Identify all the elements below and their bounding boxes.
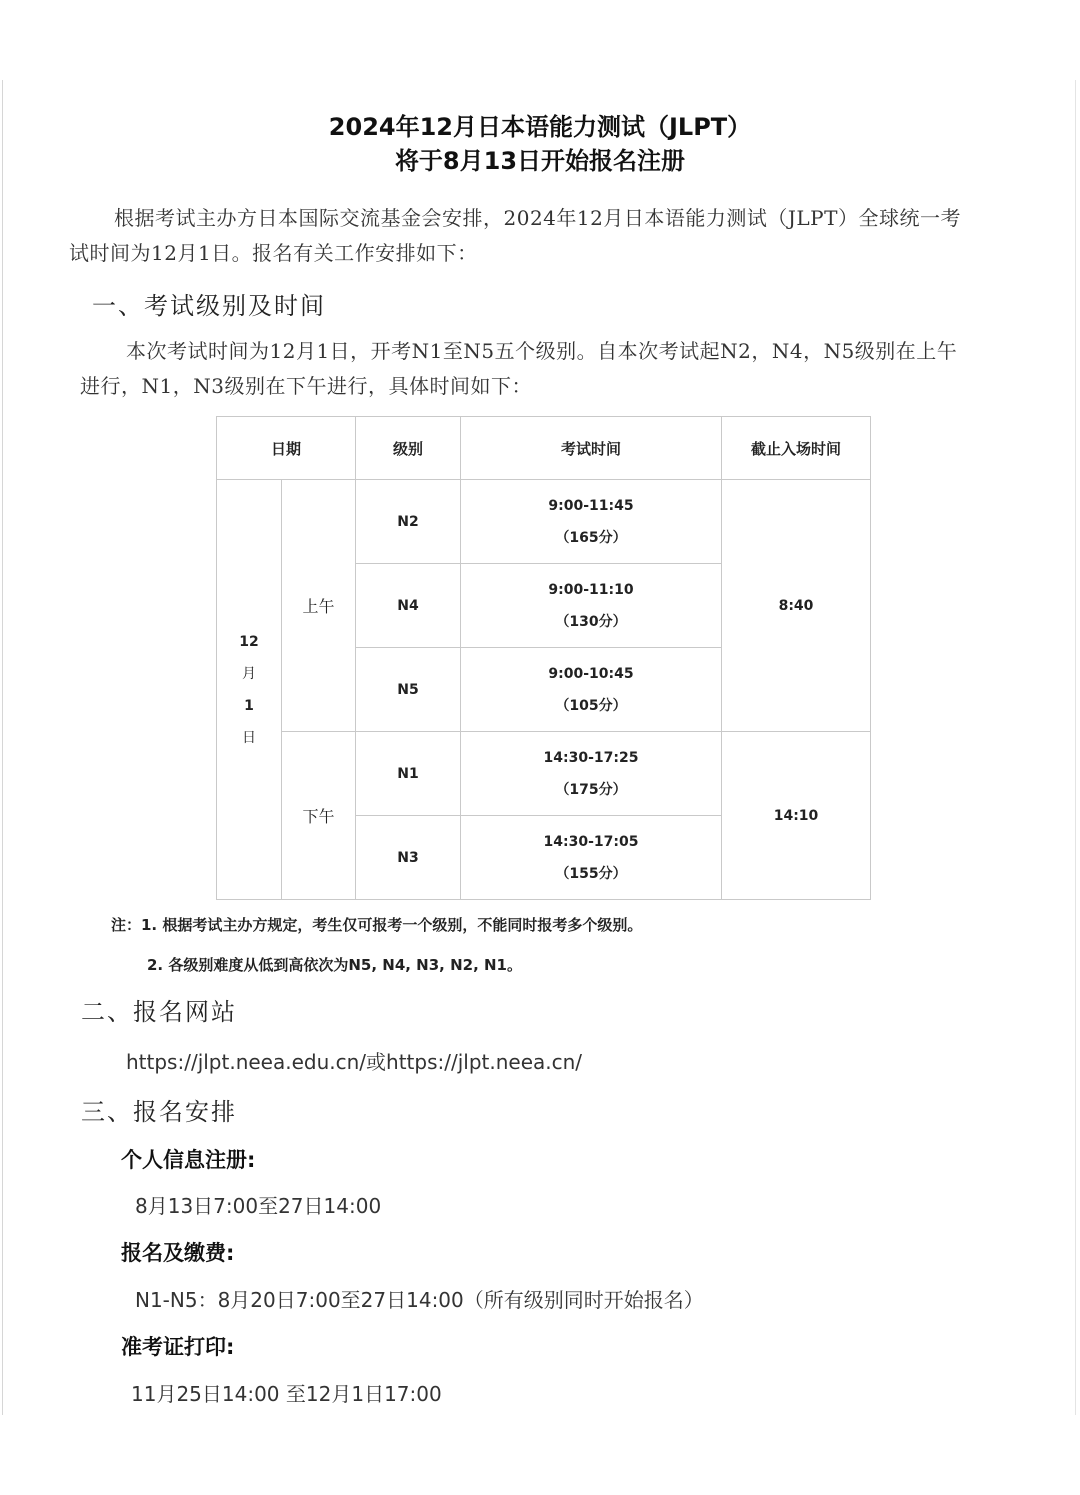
exam-time: 14:30-17:25 (543, 749, 639, 766)
date-day-number: 12 (239, 633, 259, 650)
exam-duration: （130分） (555, 613, 627, 630)
table-header-row (217, 417, 871, 480)
time-cell (461, 480, 722, 564)
table-row (217, 732, 871, 816)
time-cell (461, 732, 722, 816)
level-cell: N4 (356, 564, 461, 648)
header-level: 级别 (356, 417, 461, 480)
time-cell (461, 564, 722, 648)
intro-line-2: 试时间为12月1日。报名有关工作安排如下： (69, 241, 478, 265)
exam-duration: （165分） (555, 529, 627, 546)
note-one-level-only: 注：1. 根据考试主办方规定，考生仅可报考一个级别，不能同时报考多个级别。 (111, 916, 643, 934)
exam-time: 9:00-10:45 (548, 665, 634, 682)
section1-para-line-1: 本次考试时间为12月1日，开考N1至N5五个级别。自本次考试起N2，N4，N5级别在上午 (126, 339, 958, 363)
exam-time: 9:00-11:45 (548, 497, 634, 514)
page-edge-left (2, 80, 3, 1415)
exam-duration: （155分） (555, 865, 627, 882)
time-cell (461, 648, 722, 732)
personal-info-registration-dates: 8月13日7:00至27日14:00 (135, 1194, 382, 1218)
date-day-char: 日 (242, 729, 256, 746)
exam-duration: （175分） (555, 781, 627, 798)
exam-time: 14:30-17:05 (543, 833, 639, 850)
payment-label: 报名及缴费: (121, 1241, 235, 1265)
page-edge-right (1075, 80, 1076, 1415)
table-row (217, 480, 871, 564)
section-heading-levels-times: 一、考试级别及时间 (92, 292, 326, 320)
level-cell: N3 (356, 816, 461, 900)
exam-duration: （105分） (555, 697, 627, 714)
exam-time: 9:00-11:10 (548, 581, 634, 598)
header-exam-time: 考试时间 (461, 417, 722, 480)
header-date: 日期 (217, 417, 356, 480)
registration-urls: https://jlpt.neea.edu.cn/或https://jlpt.neea.cn/ (126, 1050, 583, 1074)
cutoff-morning: 8:40 (722, 480, 871, 732)
exam-schedule-table (216, 416, 871, 900)
document-subtitle: 将于8月13日开始报名注册 (394, 147, 686, 175)
session-afternoon: 下午 (282, 732, 356, 900)
date-month-char: 月 (242, 665, 256, 682)
section-heading-registration-schedule: 三、报名安排 (81, 1098, 237, 1126)
intro-line-1: 根据考试主办方日本国际交流基金会安排，2024年12月日本语能力测试（JLPT）全球统一考 (114, 206, 961, 230)
level-cell: N2 (356, 480, 461, 564)
note-difficulty-order: 2. 各级别难度从低到高依次为N5, N4, N3, N2, N1。 (147, 956, 522, 974)
header-entry-cutoff: 截止入场时间 (722, 417, 871, 480)
cutoff-afternoon: 14:10 (722, 732, 871, 900)
personal-info-registration-label: 个人信息注册: (121, 1148, 256, 1172)
document-title: 2024年12月日本语能力测试（JLPT） (328, 113, 752, 141)
section-heading-registration-website: 二、报名网站 (81, 998, 237, 1026)
date-day: 1 (244, 697, 254, 714)
section1-para-line-2: 进行，N1，N3级别在下午进行，具体时间如下： (80, 374, 532, 398)
payment-dates: N1-N5：8月20日7:00至27日14:00（所有级别同时开始报名） (135, 1288, 704, 1312)
level-cell: N1 (356, 732, 461, 816)
time-cell (461, 816, 722, 900)
level-cell: N5 (356, 648, 461, 732)
date-cell (217, 480, 282, 900)
admission-ticket-dates: 11月25日14:00 至12月1日17:00 (131, 1382, 442, 1406)
admission-ticket-label: 准考证打印: (121, 1335, 235, 1359)
session-morning: 上午 (282, 480, 356, 732)
